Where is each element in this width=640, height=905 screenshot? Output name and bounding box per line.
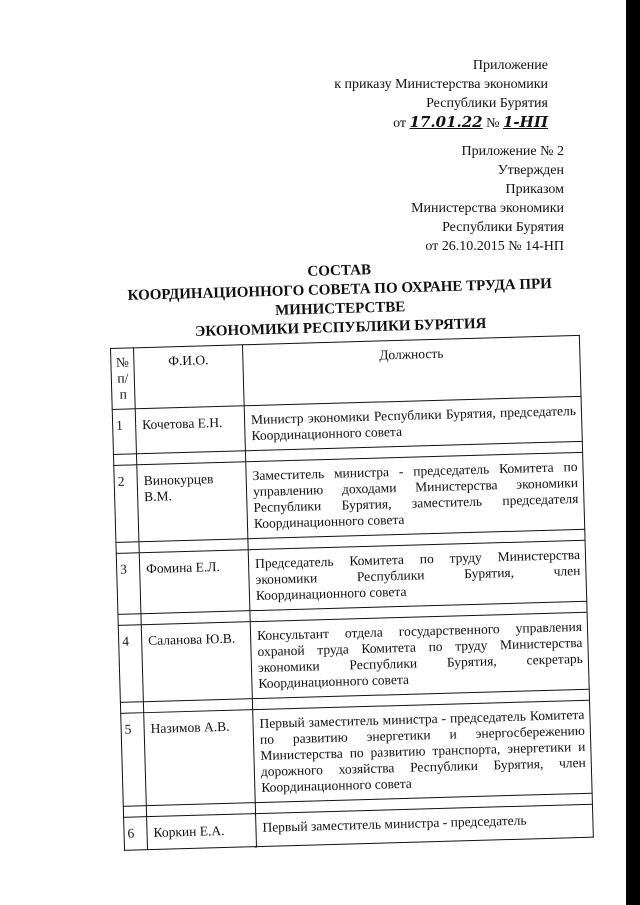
row-name: Назимов А.В. [144,710,256,806]
approval2-line3: Приказом [505,182,564,197]
header-name: Ф.И.О. [134,345,245,409]
approval-line1: Приложение [472,58,548,73]
approval-line3: Республики Бурятия [426,96,548,111]
approval2-line4: Министерства экономики [411,201,564,216]
row-name: Саланова Ю.В. [141,622,252,702]
approval2-line5: Республики Бурятия [442,220,564,235]
row-name: Кочетова Е.Н. [135,406,245,454]
row-num: 3 [116,553,141,615]
ref-number-label: № [486,116,500,131]
council-members-table [110,335,594,851]
row-position: Министр экономики Республики Бурятия, председатель Координационного совета [244,396,582,450]
header-position: Должность [242,335,581,405]
row-num: 6 [124,817,148,851]
table-row [121,700,592,806]
heading-line2: КООРДИНАЦИОННОГО СОВЕТА ПО ОХРАНЕ ТРУДА ПРИ [127,276,553,304]
table-row [118,612,589,702]
heading-line3: МИНИСТЕРСТВЕ [274,299,406,319]
ref-date: 17.01.22 [409,113,483,131]
heading-line4: ЭКОНОМИКИ РЕСПУБЛИКИ БУРЯТИЯ [194,315,487,341]
approval-ref [334,113,548,133]
row-num: 4 [118,625,143,703]
approval2-line2: Утвержден [497,163,564,178]
approval2-line6: от 26.10.2015 № 14-НП [425,239,564,254]
row-name: Фомина Е.Л. [139,550,250,614]
table-row [114,452,585,542]
row-num: 1 [112,409,136,455]
approval-line2: к приказу Министерства экономики [334,77,548,92]
row-position: Первый заместитель министра - председатель [256,804,594,846]
document-heading [109,256,571,345]
council-table-wrapper [110,335,594,851]
approval-block-2 [411,142,564,256]
heading-line1: СОСТАВ [307,262,372,280]
row-name: Коркин Е.А. [147,814,257,850]
row-position: Председатель Комитета по труду Министерства экономики Республики Бурятия, член Координационного совета [248,540,587,610]
approval-block [334,56,548,133]
row-name: Винокурцев В.М. [137,462,248,542]
row-position: Заместитель министра - председатель Комитета по управлению доходами Министерства экономики Республики Бурятия, заместитель председателя Координационного совета [246,452,585,538]
ref-number: 1-НП [502,113,548,131]
approval2-line1: Приложение № 2 [461,144,564,159]
row-num: 5 [121,713,147,807]
row-position: Первый заместитель министра - председатель Комитета по развитию энергетики и энергосбережению Министерства по развитию транспорта, энергетики и дорожного хозяйства Республики Бурятия, член Координационного совета [253,700,592,802]
header-num: № п/п [111,348,136,410]
row-num: 2 [114,465,139,543]
ref-prefix: от [393,116,407,131]
row-position: Консультант отдела государственного управления охраной труда Комитета по труду Министерства экономики Республики Бурятия, секретарь Координационного совета [250,612,589,698]
